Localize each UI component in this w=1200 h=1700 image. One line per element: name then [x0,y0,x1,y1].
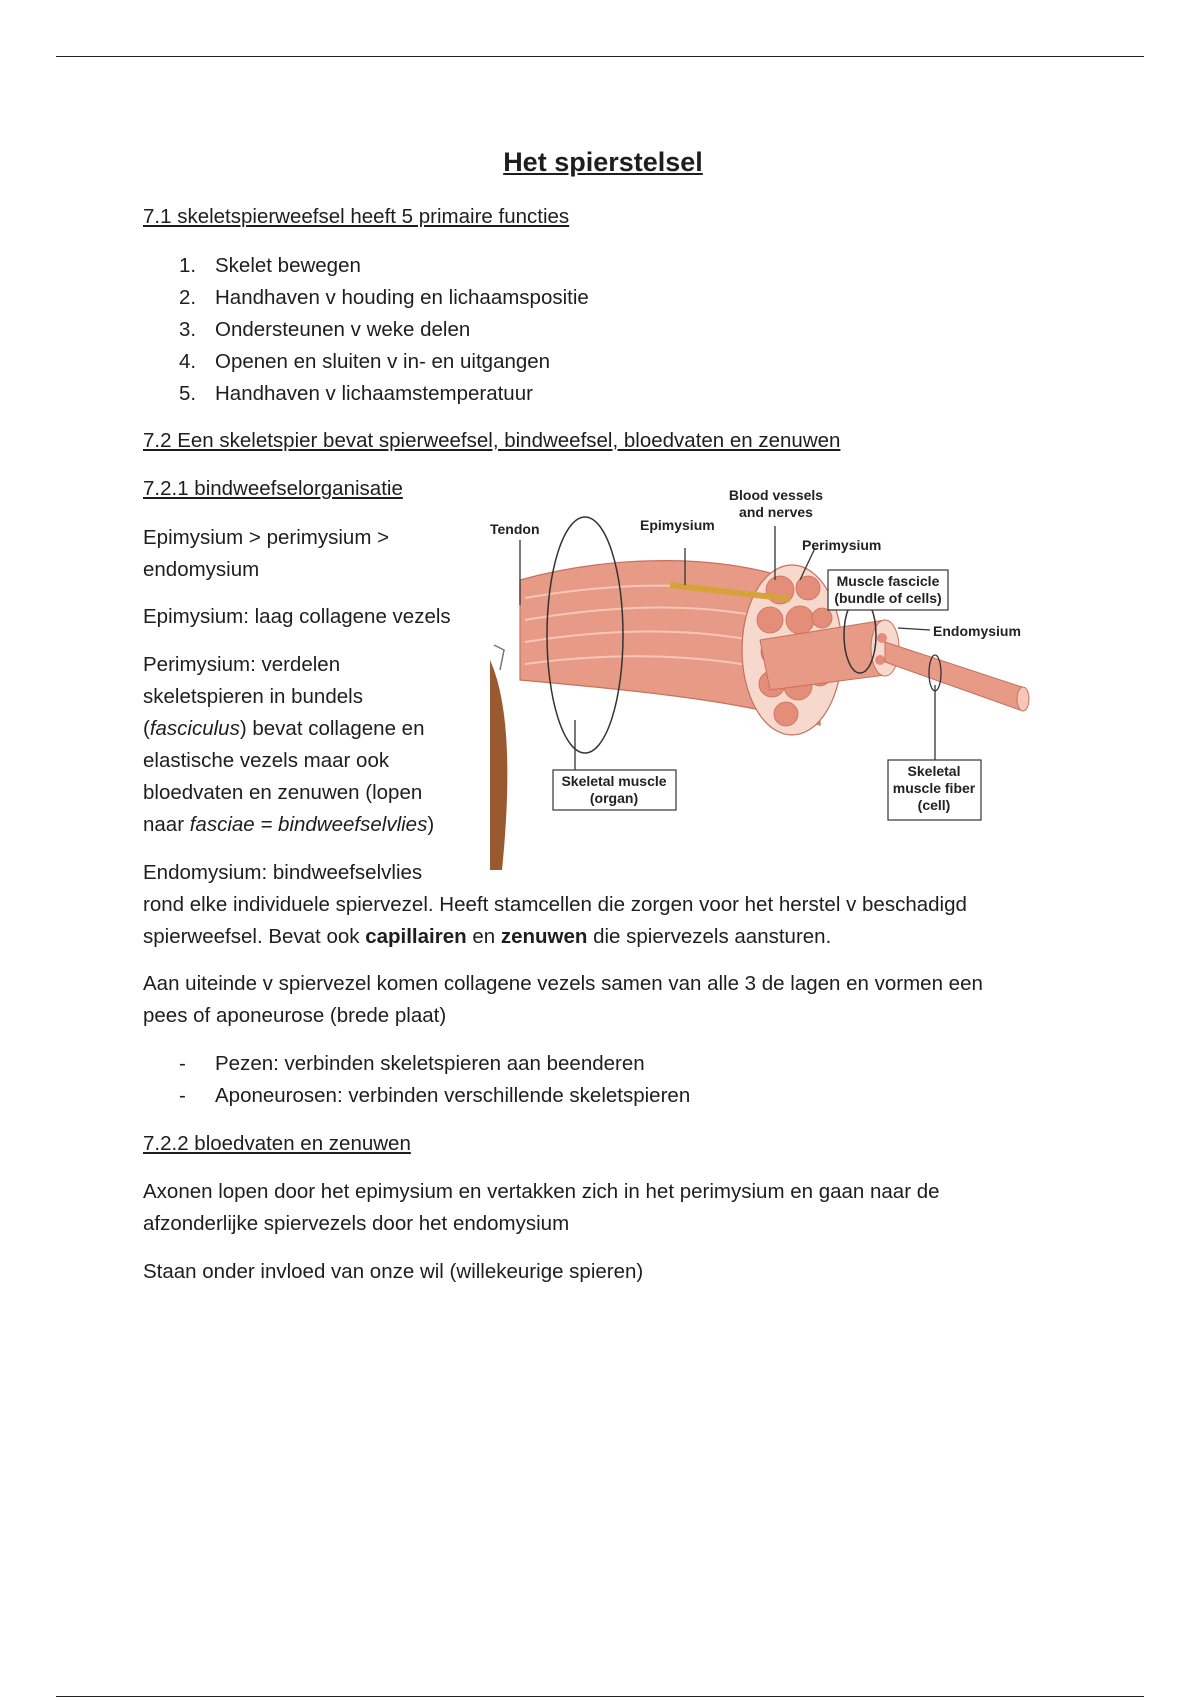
heading-7-2-1: 7.2.1 bindweefselorganisatie [143,477,403,500]
functions-list [143,250,589,410]
label-fiber-3: (cell) [917,797,951,813]
tendon-shape [490,660,507,870]
label-fascicle-1: Muscle fascicle [836,573,940,589]
voluntary-paragraph: Staan onder invloed van onze wil (willekeurige spieren) [143,1260,644,1283]
label-fiber-2: muscle fiber [892,780,976,796]
label-tendon: Tendon [490,521,540,537]
page-title: Het spierstelsel [503,147,703,177]
list-item: 5. Handhaven v lichaamstemperatuur [179,382,533,405]
label-blood-vessels-2: and nerves [739,504,813,520]
header-rule [56,56,1144,57]
muscle-structure-figure [490,470,1055,875]
label-epimysium: Epimysium [640,517,715,533]
endomysium-paragraph: Endomysium: bindweefselvlies rond elke individuele spiervezel. Heeft stamcellen die zorgen voor het herstel v beschadigd spierweefsel. Bevat ook capillairen en zenuwen die spiervezels aansturen. [143,861,967,948]
label-fiber-1: Skeletal [907,763,961,779]
epimysium-paragraph: Epimysium: laag collagene vezels [143,605,451,628]
list-item: - Aponeurosen: verbinden verschillende skeletspieren [179,1084,691,1107]
muscle-fiber [885,642,1025,710]
label-fascicle-2: (bundle of cells) [834,590,942,606]
list-item: - Pezen: verbinden skeletspieren aan beenderen [179,1052,645,1075]
layer-order-paragraph: Epimysium > perimysium > endomysium [143,526,390,581]
tendon-types-list [143,1048,690,1112]
footer-rule [56,1696,1144,1697]
list-item: 2. Handhaven v houding en lichaamspositie [179,286,589,309]
axon-paragraph: Axonen lopen door het epimysium en vertakken zich in het perimysium en gaan naar de afzonderlijke spiervezels door het endomysium [143,1180,940,1235]
label-blood-vessels-1: Blood vessels [728,487,824,503]
list-item: 4. Openen en sluiten v in- en uitgangen [179,350,551,373]
label-skeletal-muscle-1: Skeletal muscle [561,773,667,789]
heading-7-1: 7.1 skeletspierweefsel heeft 5 primaire functies [143,205,570,228]
label-skeletal-muscle-2: (organ) [589,790,639,806]
heading-7-2: 7.2 Een skeletspier bevat spierweefsel, bindweefsel, bloedvaten en zenuwen [143,429,841,452]
list-item: 3. Ondersteunen v weke delen [179,318,471,341]
heading-7-2-2: 7.2.2 bloedvaten en zenuwen [143,1132,411,1155]
perimysium-paragraph: Perimysium: verdelen skeletspieren in bundels (fasciculus) bevat collagene en elastische vezels maar ook bloedvaten en zenuwen (lopen naar fasciae = bindweefselvlies) [143,653,435,836]
label-endomysium: Endomysium [933,623,1021,639]
tendon-paragraph: Aan uiteinde v spiervezel komen collagene vezels samen van alle 3 de lagen en vormen een pees of aponeurose (brede plaat) [143,972,983,1027]
list-item: 1. Skelet bewegen [179,254,361,277]
label-perimysium: Perimysium [802,537,882,553]
